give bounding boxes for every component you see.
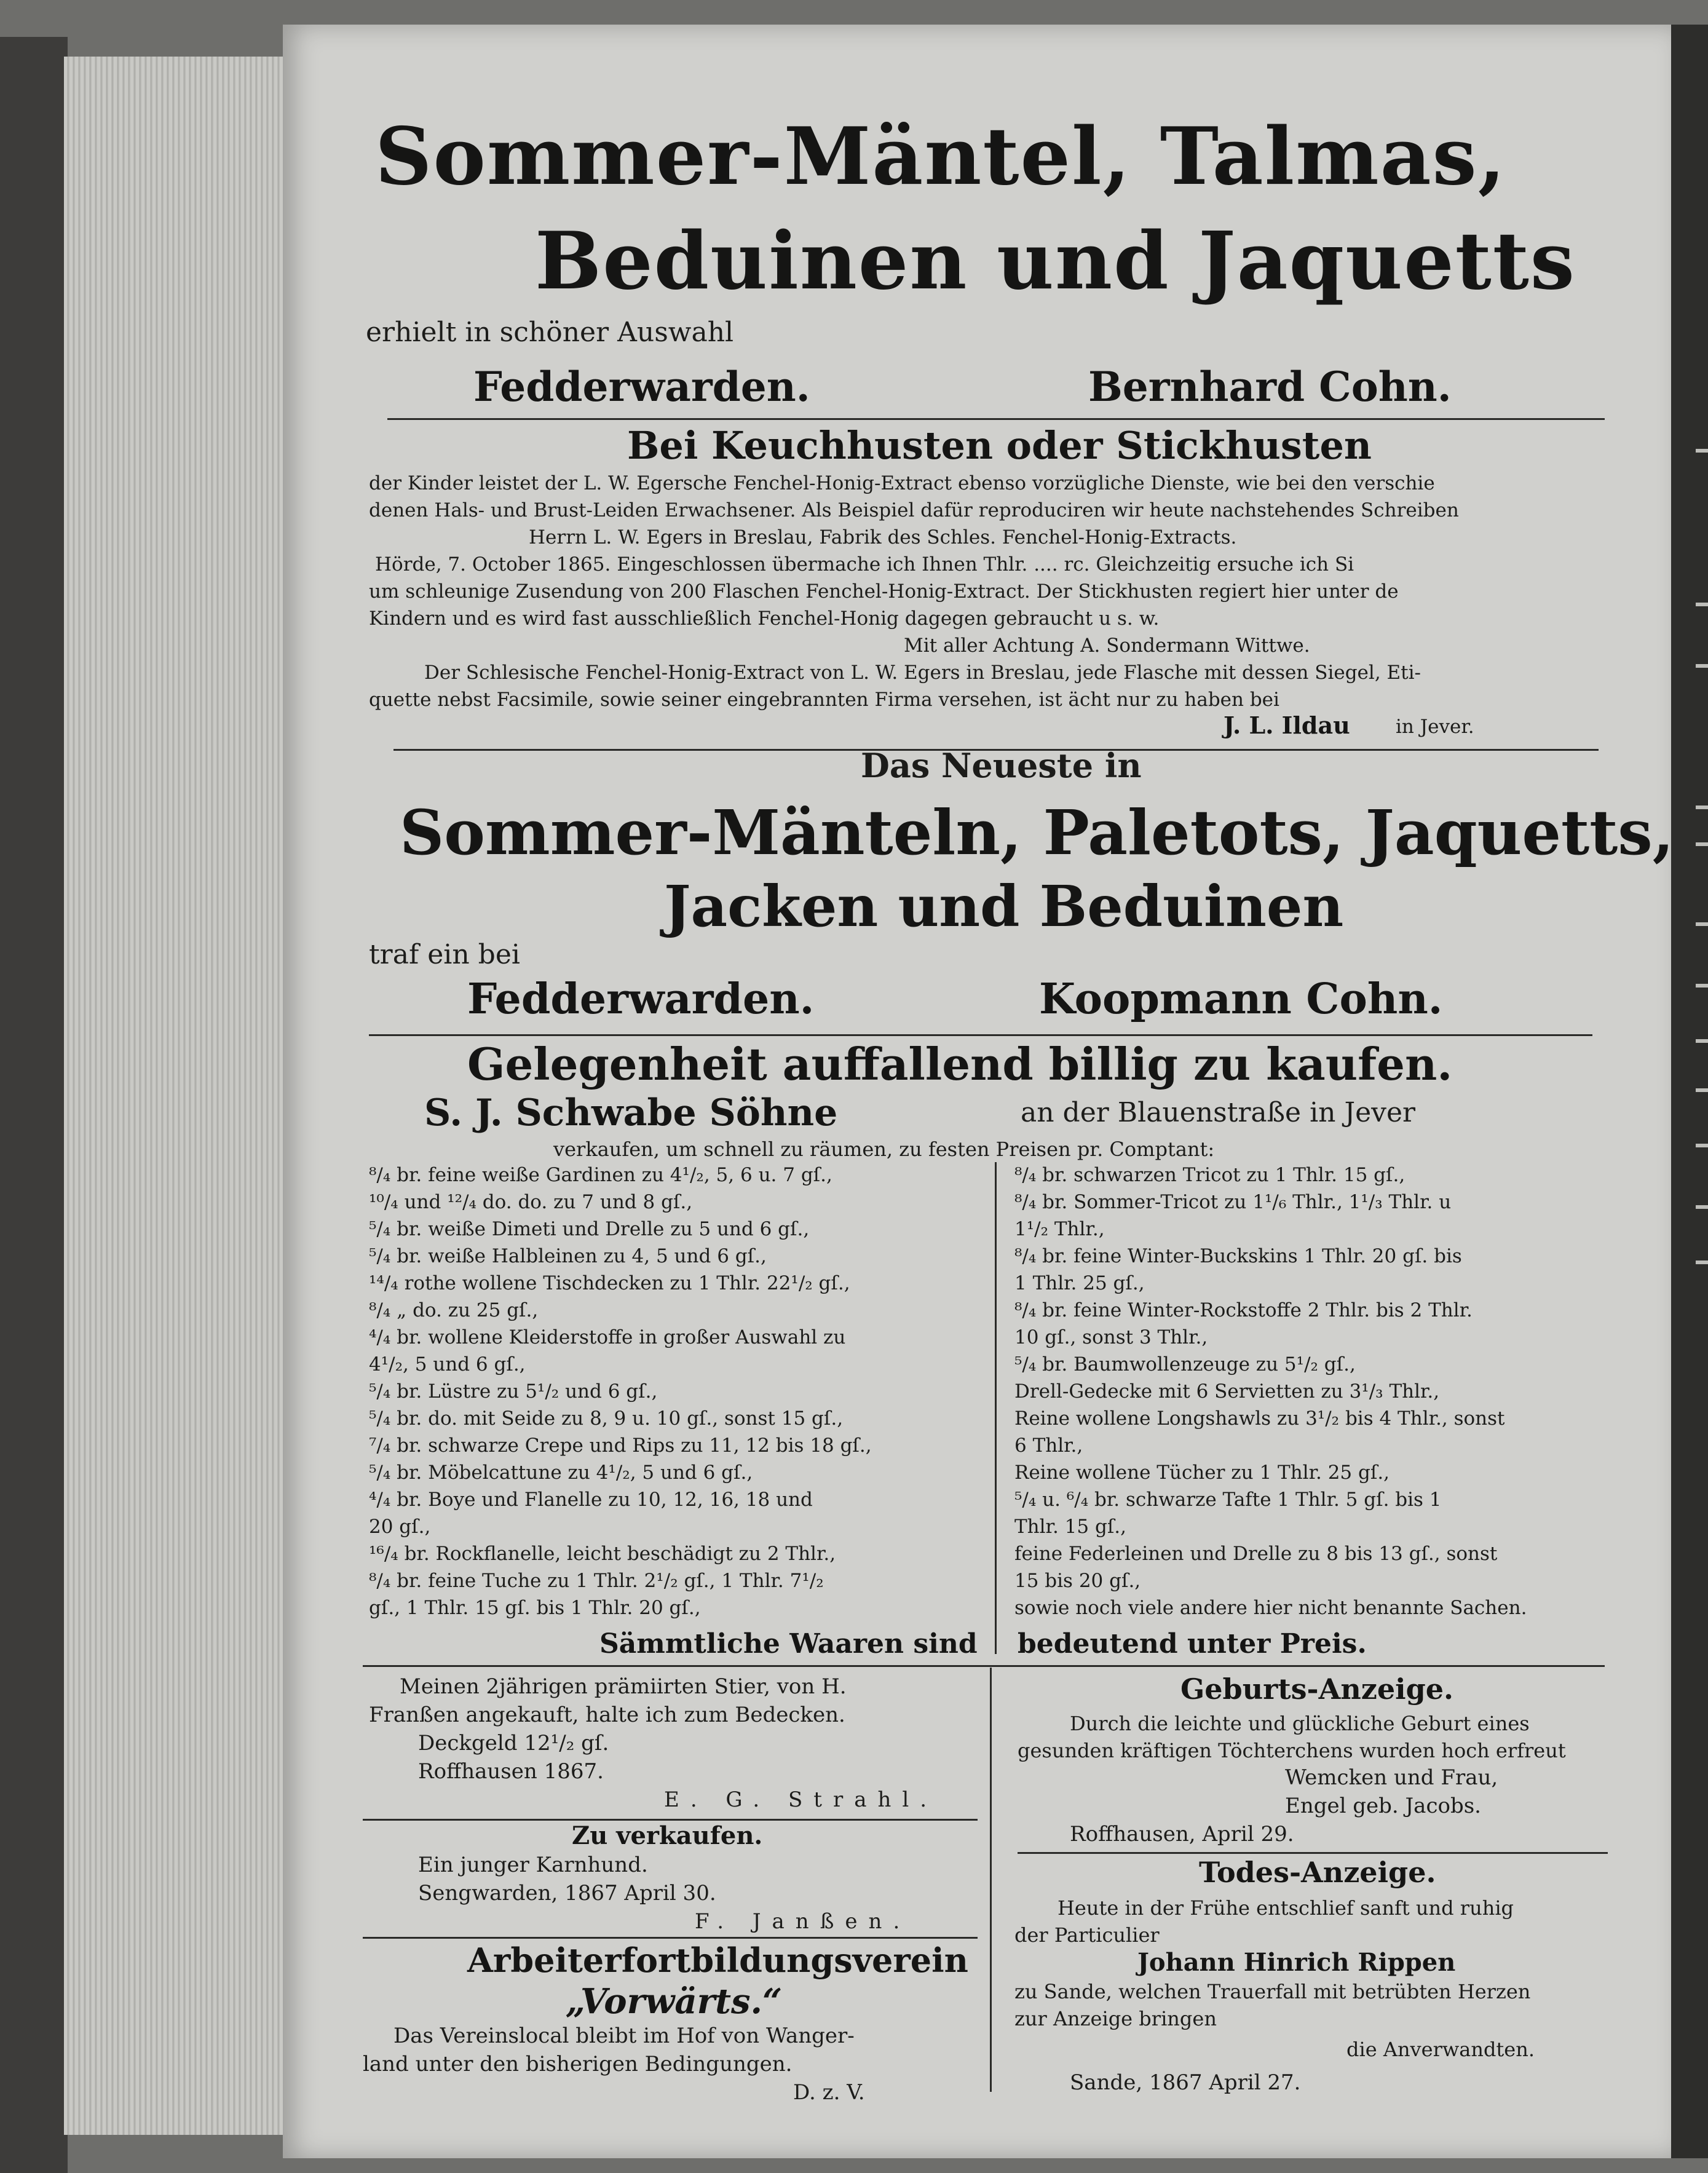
- price-item-right: 6 Thlr.,: [1014, 1435, 1083, 1457]
- price-item-left: ⁷/₄ br. schwarze Crepe und Rips zu 11, 12 bis 18 gſ.,: [369, 1435, 872, 1457]
- ad4-firm-location: an der Blauenstraße in Jever: [1021, 1097, 1416, 1128]
- ad2-line: Kindern und es wird fast ausschließlich Fenchel-Honig dagegen gebraucht u s. w.: [369, 608, 1160, 630]
- ad2-line: quette nebst Facsimile, sowie seiner eingebrannten Firma versehen, ist ächt nur zu haben bei: [369, 689, 1279, 711]
- price-item-left: ⁵/₄ br. do. mit Seide zu 8, 9 u. 10 gſ., sonst 15 gſ.,: [369, 1407, 844, 1430]
- ad3-place: Fedderwarden.: [467, 975, 815, 1024]
- birth-date: Roffhausen, April 29.: [1070, 1822, 1294, 1846]
- divider-1: [387, 418, 1605, 420]
- verein-line: land unter den bisherigen Bedingungen.: [363, 2052, 793, 2076]
- ad4-closing-right: bedeutend unter Preis.: [1018, 1628, 1367, 1660]
- ad1-intro: erhielt in schöner Auswahl: [366, 317, 734, 348]
- price-item-left: ⁵/₄ br. weiße Dimeti und Drelle zu 5 und 6 gſ.,: [369, 1218, 810, 1240]
- ad3-intro: Das Neueste in: [861, 746, 1142, 785]
- ad3-arrival: traf ein bei: [369, 939, 520, 970]
- price-item-left: ⁸/₄ „ do. zu 25 gſ.,: [369, 1299, 539, 1321]
- ad2-line: Hörde, 7. October 1865. Eingeschlossen übermache ich Ihnen Thlr. .... rc. Gleichzeitig ersuche ich Si: [375, 553, 1354, 576]
- divider-4: [363, 1665, 1605, 1667]
- price-item-right: ⁸/₄ br. feine Winter-Buckskins 1 Thlr. 20 gſ. bis: [1014, 1245, 1462, 1267]
- price-item-right: 10 gſ., sonst 3 Thlr.,: [1014, 1326, 1208, 1348]
- birth-name: Engel geb. Jacobs.: [1285, 1794, 1481, 1818]
- price-item-right: ⁵/₄ br. Baumwollenzeuge zu 5¹/₂ gſ.,: [1014, 1353, 1356, 1375]
- column-divider: [995, 1162, 997, 1654]
- price-item-right: 1¹/₂ Thlr.,: [1014, 1218, 1105, 1240]
- ad2-line: Der Schlesische Fenchel-Honig-Extract von L. W. Egers in Breslau, jede Flasche mit dessen Siegel, Eti-: [424, 662, 1421, 684]
- ad1-merchant: Bernhard Cohn.: [1088, 363, 1452, 411]
- price-item-left: ⁴/₄ br. wollene Kleiderstoffe in großer Auswahl zu: [369, 1326, 846, 1348]
- ad4-intro: verkaufen, um schnell zu räumen, zu festen Preisen pr. Comptant:: [553, 1138, 1215, 1161]
- ad4-firm: S. J. Schwabe Söhne: [424, 1091, 838, 1134]
- price-item-left: ¹⁰/₄ und ¹²/₄ do. do. zu 7 und 8 gſ.,: [369, 1191, 693, 1213]
- ad3-merchant: Koopmann Cohn.: [1039, 975, 1443, 1024]
- death-line: Heute in der Frühe entschlief sanft und ruhig: [1058, 1896, 1514, 1920]
- price-item-left: ⁴/₄ br. Boye und Flanelle zu 10, 12, 16, 18 und: [369, 1489, 813, 1511]
- stier-line: Franßen angekauft, halte ich zum Bedecken.: [369, 1703, 845, 1727]
- price-item-right: ⁸/₄ br. Sommer-Tricot zu 1¹/₆ Thlr., 1¹/₃ Thlr. u: [1014, 1191, 1452, 1213]
- price-item-right: ⁸/₄ br. schwarzen Tricot zu 1 Thlr. 15 gſ.,: [1014, 1164, 1406, 1186]
- divider-birth: [1018, 1852, 1608, 1854]
- price-item-left: 4¹/₂, 5 und 6 gſ.,: [369, 1353, 526, 1375]
- sale-signature: F. Janßen.: [695, 1909, 911, 1934]
- death-line: der Particulier: [1014, 1923, 1160, 1947]
- death-line: zur Anzeige bringen: [1014, 2007, 1217, 2030]
- ad1-title-1: Sommer-Mäntel, Talmas,: [375, 111, 1507, 203]
- birth-heading: Geburts-Anzeige.: [1180, 1672, 1454, 1706]
- price-item-right: 15 bis 20 gſ.,: [1014, 1570, 1141, 1592]
- price-item-left: ⁸/₄ br. feine weiße Gardinen zu 4¹/₂, 5, 6 u. 7 gſ.,: [369, 1164, 832, 1186]
- price-item-left: ⁵/₄ br. weiße Halbleinen zu 4, 5 und 6 gſ.,: [369, 1245, 767, 1267]
- ad2-line: Herrn L. W. Egers in Breslau, Fabrik des Schles. Fenchel-Honig-Extracts.: [529, 526, 1237, 548]
- stier-line: Roffhausen 1867.: [418, 1759, 604, 1784]
- price-item-right: Thlr. 15 gſ.,: [1014, 1516, 1127, 1538]
- birth-line: Durch die leichte und glückliche Geburt eines: [1070, 1712, 1530, 1735]
- ad2-line: denen Hals- und Brust-Leiden Erwachsener. Als Beispiel dafür reproduciren wir heute nachstehendes Schreiben: [369, 499, 1459, 521]
- death-date: Sande, 1867 April 27.: [1070, 2070, 1301, 2095]
- price-item-left: 20 gſ.,: [369, 1516, 431, 1538]
- death-heading: Todes-Anzeige.: [1199, 1856, 1436, 1889]
- stier-line: Meinen 2jährigen prämiirten Stier, von H.: [400, 1674, 847, 1699]
- price-item-right: sowie noch viele andere hier nicht benannte Sachen.: [1014, 1597, 1527, 1619]
- death-signature: die Anverwandten.: [1346, 2038, 1535, 2061]
- price-item-left: ⁵/₄ br. Lüstre zu 5¹/₂ und 6 gſ.,: [369, 1380, 658, 1403]
- ad2-seller-place: in Jever.: [1396, 716, 1474, 738]
- price-item-right: 1 Thlr. 25 gſ.,: [1014, 1272, 1145, 1294]
- divider-stier: [363, 1819, 978, 1821]
- stier-signature: E. G. Strahl.: [664, 1787, 938, 1812]
- sale-heading: Zu verkaufen.: [572, 1821, 763, 1850]
- ad4-heading: Gelegenheit auffallend billig zu kaufen.: [467, 1038, 1453, 1090]
- price-item-left: ¹⁴/₄ rothe wollene Tischdecken zu 1 Thlr. 22¹/₂ gſ.,: [369, 1272, 850, 1294]
- ad3-title-2: Jacken und Beduinen: [664, 873, 1344, 940]
- verein-signature: D. z. V.: [793, 2080, 865, 2105]
- ad2-line: Mit aller Achtung A. Sondermann Wittwe.: [904, 635, 1310, 657]
- birth-name: Wemcken und Frau,: [1285, 1765, 1498, 1790]
- sale-line: Sengwarden, 1867 April 30.: [418, 1881, 716, 1906]
- ad2-heading: Bei Keuchhusten oder Stickhusten: [627, 423, 1372, 468]
- death-name: Johann Hinrich Rippen: [1137, 1948, 1456, 1977]
- price-item-right: Reine wollene Tücher zu 1 Thlr. 25 gſ.,: [1014, 1462, 1390, 1484]
- ad2-line: der Kinder leistet der L. W. Egersche Fenchel-Honig-Extract ebenso vorzügliche Dienste, wie bei den verschie: [369, 472, 1435, 494]
- ad2-seller: J. L. Ildau: [1224, 711, 1350, 739]
- stier-line: Deckgeld 12¹/₂ gſ.: [418, 1731, 609, 1755]
- ad2-line: um schleunige Zusendung von 200 Flaschen Fenchel-Honig-Extract. Der Stickhusten regiert hier unter de: [369, 580, 1399, 603]
- divider-3: [369, 1034, 1592, 1036]
- ad1-place: Fedderwarden.: [473, 363, 810, 411]
- price-item-left: ⁸/₄ br. feine Tuche zu 1 Thlr. 2¹/₂ gſ., 1 Thlr. 7¹/₂: [369, 1570, 824, 1592]
- adjacent-page-strip: [1671, 25, 1708, 2158]
- price-item-right: ⁵/₄ u. ⁶/₄ br. schwarze Tafte 1 Thlr. 5 gſ. bis 1: [1014, 1489, 1442, 1511]
- divider-sale: [363, 1937, 978, 1939]
- price-item-right: Drell-Gedecke mit 6 Servietten zu 3¹/₃ Thlr.,: [1014, 1380, 1440, 1403]
- verein-line: Das Vereinslocal bleibt im Hof von Wanger-: [393, 2024, 855, 2048]
- price-item-left: ⁵/₄ br. Möbelcattune zu 4¹/₂, 5 und 6 gſ.,: [369, 1462, 753, 1484]
- price-item-left: ¹⁶/₄ br. Rockflanelle, leicht beschädigt zu 2 Thlr.,: [369, 1543, 836, 1565]
- verein-heading: Arbeiterfortbildungsverein: [467, 1941, 968, 1980]
- ad3-title-1: Sommer-Mänteln, Paletots, Jaquetts,: [400, 796, 1674, 869]
- price-item-left: gſ., 1 Thlr. 15 gſ. bis 1 Thlr. 20 gſ.,: [369, 1597, 701, 1619]
- price-item-right: feine Federleinen und Drelle zu 8 bis 13 gſ., sonst: [1014, 1543, 1498, 1565]
- verein-name: „Vorwärts.“: [566, 1981, 783, 2022]
- book-binding-edge: [0, 37, 68, 2173]
- birth-line: gesunden kräftigen Töchterchens wurden hoch erfreut: [1018, 1739, 1566, 1762]
- lower-column-divider: [990, 1668, 992, 2092]
- death-line: zu Sande, welchen Trauerfall mit betrübten Herzen: [1014, 1980, 1531, 2003]
- ad1-title-2: Beduinen und Jaquetts: [535, 215, 1576, 307]
- price-item-right: Reine wollene Longshawls zu 3¹/₂ bis 4 Thlr., sonst: [1014, 1407, 1505, 1430]
- price-item-right: ⁸/₄ br. feine Winter-Rockstoffe 2 Thlr. bis 2 Thlr.: [1014, 1299, 1473, 1321]
- ad4-closing-left: Sämmtliche Waaren sind: [599, 1628, 978, 1660]
- sale-line: Ein junger Karnhund.: [418, 1853, 648, 1877]
